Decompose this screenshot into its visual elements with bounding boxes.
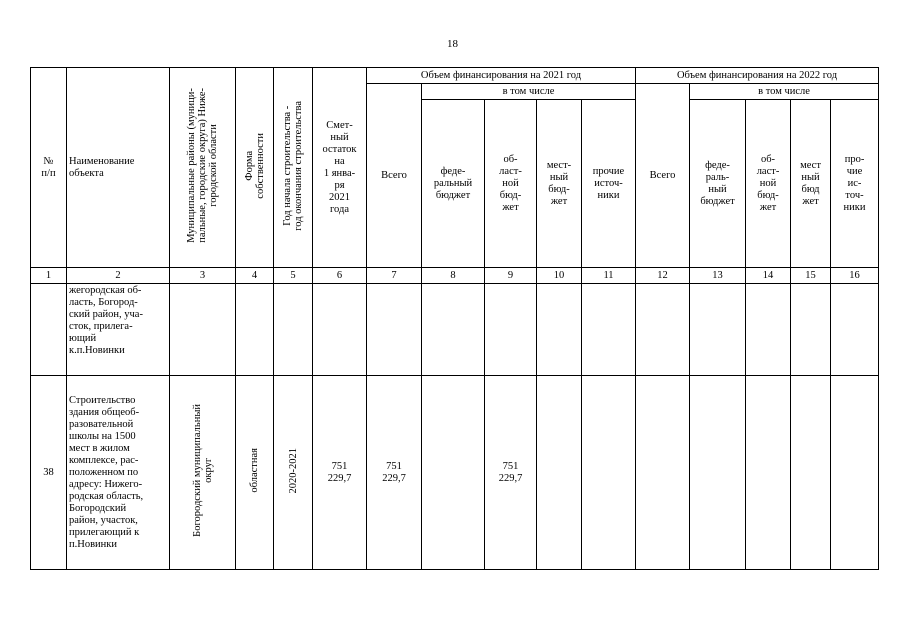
header-reg-2022: об- ласт- ной бюд- жет — [746, 100, 791, 268]
row-loc-2022 — [791, 376, 831, 570]
row-num: 38 — [31, 376, 67, 570]
header-num: № п/п — [31, 68, 67, 268]
col-number: 6 — [313, 268, 367, 284]
row-total-2021 — [367, 284, 422, 376]
row-reg-2021: 751 229,7 — [485, 376, 537, 570]
header-oth-2021: прочие источ- ники — [582, 100, 636, 268]
row-oth-2021 — [582, 284, 636, 376]
row-total-2021: 751 229,7 — [367, 376, 422, 570]
row-ownership — [236, 284, 274, 376]
col-number: 10 — [537, 268, 582, 284]
header-incl-2022: в том числе — [690, 84, 879, 100]
column-number-row — [31, 268, 879, 284]
header-district — [170, 68, 236, 268]
row-total-2022 — [636, 376, 690, 570]
header-group-2022: Объем финансирования на 2022 год — [636, 68, 879, 84]
col-number: 7 — [367, 268, 422, 284]
col-number: 13 — [690, 268, 746, 284]
row-reg-2022 — [746, 376, 791, 570]
col-number: 9 — [485, 268, 537, 284]
row-years-text: 2020-2021 — [287, 447, 299, 494]
col-number: 11 — [582, 268, 636, 284]
header-oth-2022: про- чие ис- точ- ники — [831, 100, 879, 268]
row-ownership-text: областная — [249, 448, 260, 493]
table-row — [31, 284, 879, 376]
row-loc-2021 — [537, 284, 582, 376]
header-total-2021: Всего — [367, 84, 422, 268]
row-district — [170, 284, 236, 376]
header-loc-2021: мест- ный бюд- жет — [537, 100, 582, 268]
header-incl-2021: в том числе — [422, 84, 636, 100]
row-fed-2022 — [690, 376, 746, 570]
header-years — [274, 68, 313, 268]
row-years — [274, 284, 313, 376]
row-remaining: 751 229,7 — [313, 376, 367, 570]
row-reg-2021 — [485, 284, 537, 376]
header-object-name: Наименование объекта — [67, 68, 170, 268]
page-number: 18 — [447, 38, 458, 50]
header-total-2022: Всего — [636, 84, 690, 268]
row-years — [274, 376, 313, 570]
row-district — [170, 376, 236, 570]
header-group-2021: Объем финансирования на 2021 год — [367, 68, 636, 84]
header-remaining: Смет- ный остаток на 1 янва- ря 2021 года — [313, 68, 367, 268]
col-number: 5 — [274, 268, 313, 284]
row-ownership — [236, 376, 274, 570]
header-loc-2022: мест ный бюд жет — [791, 100, 831, 268]
row-object-name: Строительство здания общеоб- разовательной школы на 1500 мест в жилом комплексе, рас- положенном по адресу: Нижего- родская область, Богородский район, участок, прилегающий к п.Новинки — [67, 376, 170, 570]
row-oth-2021 — [582, 376, 636, 570]
col-number: 12 — [636, 268, 690, 284]
header-reg-2021: об- ласт- ной бюд- жет — [485, 100, 537, 268]
col-number: 2 — [67, 268, 170, 284]
header-years-text: Год начала строительства - год окончания строительства — [282, 100, 304, 231]
header-district-text: Муниципальные районы (муници- пальные, городские округа) Ниже- городской области — [186, 88, 219, 243]
row-fed-2021 — [422, 376, 485, 570]
row-fed-2022 — [690, 284, 746, 376]
row-object-name: жегородская об- ласть, Богород- ский район, уча- сток, прилега- ющий к.п.Новинки — [67, 284, 170, 376]
col-number: 1 — [31, 268, 67, 284]
col-number: 4 — [236, 268, 274, 284]
row-loc-2021 — [537, 376, 582, 570]
col-number: 8 — [422, 268, 485, 284]
row-total-2022 — [636, 284, 690, 376]
header-ownership — [236, 68, 274, 268]
row-remaining — [313, 284, 367, 376]
financing-table — [30, 67, 879, 570]
col-number: 15 — [791, 268, 831, 284]
col-number: 3 — [170, 268, 236, 284]
col-number: 16 — [831, 268, 879, 284]
row-loc-2022 — [791, 284, 831, 376]
col-number: 14 — [746, 268, 791, 284]
header-fed-2022: феде- раль- ный бюджет — [690, 100, 746, 268]
header-ownership-text: Форма собственности — [243, 132, 266, 199]
row-district-text: Богородский муниципальный округ — [191, 404, 214, 537]
row-oth-2022 — [831, 376, 879, 570]
row-fed-2021 — [422, 284, 485, 376]
row-num — [31, 284, 67, 376]
table-row — [31, 376, 879, 570]
row-reg-2022 — [746, 284, 791, 376]
header-fed-2021: феде- ральный бюджет — [422, 100, 485, 268]
row-oth-2022 — [831, 284, 879, 376]
